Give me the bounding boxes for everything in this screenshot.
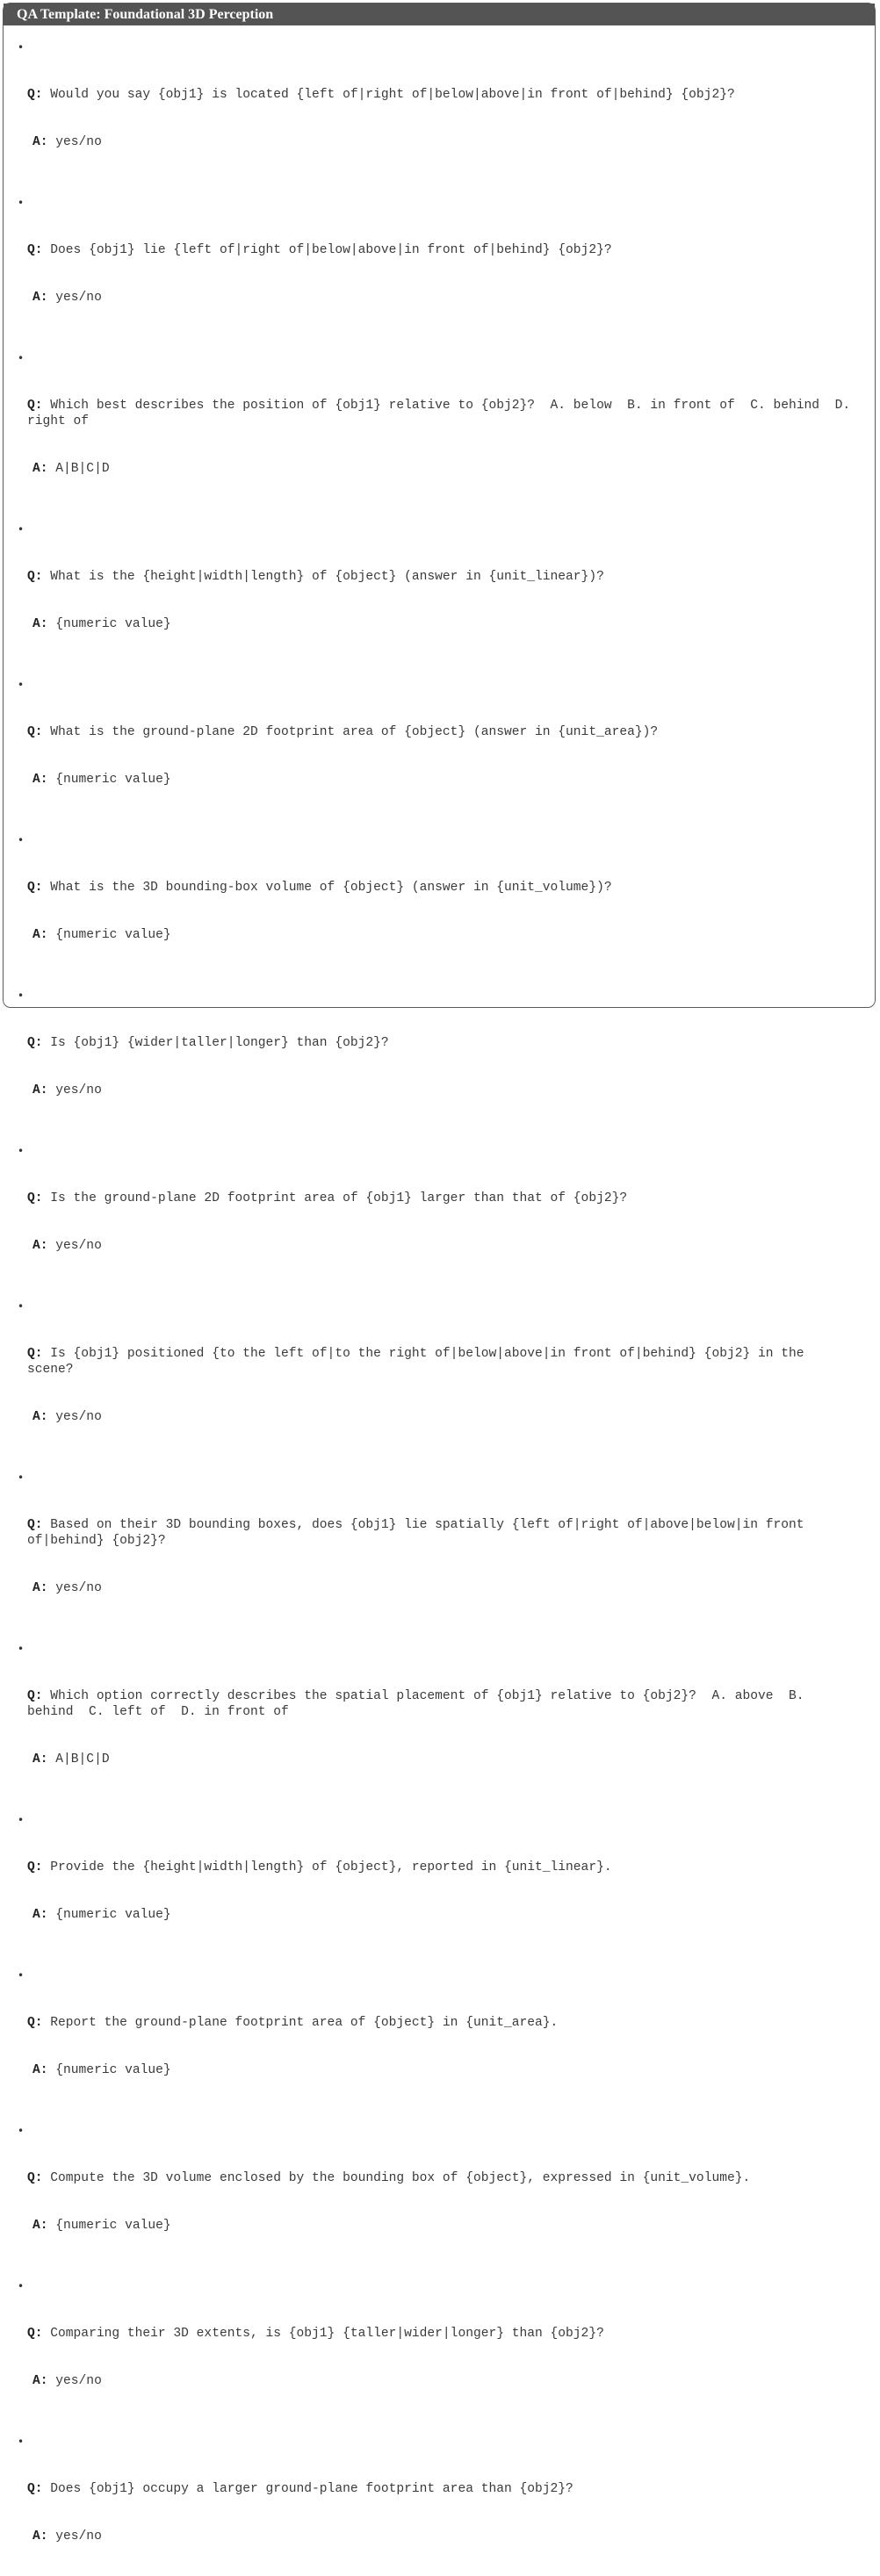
question-label: Q: [27,1860,43,1874]
answer-line [27,1409,857,1425]
bullet-icon: • [18,989,25,1002]
answer-label: A: [32,2063,48,2077]
question-text: Provide the {height|width|length} of {object}, reported in {unit_linear}. [50,1860,612,1874]
answer-label: A: [32,1581,48,1595]
question-label: Q: [27,1518,43,1532]
qa-template-box [3,3,876,2544]
answer-text: yes/no [55,135,102,149]
answer-text: A|B|C|D [55,1752,110,1767]
bullet-icon: • [18,1471,25,1484]
bullet-icon: • [18,2280,25,2292]
bullet-icon: • [18,1145,25,1157]
box-title: QA Template: Foundational 3D Perception [4,4,875,25]
answer-label: A: [32,1752,48,1767]
answer-text: A|B|C|D [55,462,110,476]
answer-label: A: [32,462,48,476]
answer-line [27,616,857,632]
answer-label: A: [32,291,48,305]
answer-text: yes/no [55,2529,102,2544]
question-label: Q: [27,1347,43,1361]
qa-item [4,1968,875,2110]
qa-item [4,677,875,819]
qa-item [4,40,875,182]
question-line [27,1035,857,1051]
bullet-icon: • [18,2436,25,2448]
answer-line [27,927,857,943]
answer-text: yes/no [55,1410,102,1424]
answer-line [27,290,857,306]
question-line [27,2481,857,2497]
qa-item [4,522,875,664]
question-line [27,87,857,103]
qa-item [4,1143,875,1285]
answer-text: yes/no [55,2374,102,2388]
question-line [27,569,857,585]
bullet-icon: • [18,1300,25,1313]
question-text: What is the ground-plane 2D footprint area of {object} (answer in {unit_area})? [50,725,659,739]
answer-line [27,1238,857,1254]
question-line [27,1517,857,1549]
qa-item [4,195,875,337]
answer-label: A: [32,928,48,942]
question-text: Is {obj1} {wider|taller|longer} than {obj2}? [50,1036,389,1050]
bullet-icon: • [18,41,25,54]
question-line [27,2015,857,2031]
bullet-icon: • [18,834,25,846]
question-line [27,724,857,740]
question-label: Q: [27,88,43,102]
question-label: Q: [27,2482,43,2496]
answer-label: A: [32,1908,48,1922]
answer-line [27,1083,857,1098]
answer-text: {numeric value} [55,2219,171,2233]
question-text: Compute the 3D volume enclosed by the bounding box of {object}, expressed in {unit_volume}. [50,2171,751,2185]
question-line [27,2326,857,2342]
question-label: Q: [27,881,43,895]
answer-label: A: [32,2529,48,2544]
answer-line [27,772,857,788]
question-text: Does {obj1} occupy a larger ground-plane footprint area than {obj2}? [50,2482,573,2496]
bullet-icon: • [18,1969,25,1982]
answer-text: {numeric value} [55,1908,171,1922]
question-label: Q: [27,1689,43,1703]
answer-label: A: [32,773,48,787]
bullet-icon: • [18,197,25,209]
question-label: Q: [27,2016,43,2030]
qa-item [4,2278,875,2421]
answer-label: A: [32,1410,48,1424]
question-line [27,2170,857,2186]
qa-item [4,1812,875,1954]
answer-label: A: [32,1239,48,1253]
question-line [27,1346,857,1378]
answer-text: yes/no [55,1239,102,1253]
answer-line [27,2373,857,2389]
qa-item [4,832,875,975]
question-text: Is {obj1} positioned {to the left of|to the right of|below|above|in front of|behind} {obj2} in the scene? [27,1347,812,1377]
answer-line [27,2529,857,2544]
question-text: Is the ground-plane 2D footprint area of {obj1} larger than that of {obj2}? [50,1191,628,1205]
answer-text: {numeric value} [55,773,171,787]
answer-line [27,1580,857,1596]
question-line [27,1688,857,1720]
question-label: Q: [27,570,43,584]
question-text: Report the ground-plane footprint area of {object} in {unit_area}. [50,2016,559,2030]
question-label: Q: [27,2327,43,2341]
question-label: Q: [27,725,43,739]
qa-item [4,1299,875,1457]
question-line [27,1860,857,1875]
qa-item [4,2434,875,2576]
qa-item [4,988,875,1130]
question-label: Q: [27,243,43,257]
qa-item [4,1470,875,1628]
question-label: Q: [27,1036,43,1050]
qa-item [4,2123,875,2265]
answer-line [27,1752,857,1767]
question-line [27,242,857,258]
question-line [27,880,857,896]
answer-line [27,2218,857,2234]
question-line [27,1191,857,1206]
answer-text: {numeric value} [55,617,171,631]
bullet-icon: • [18,1643,25,1655]
answer-line [27,461,857,477]
bullet-icon: • [18,352,25,364]
question-text: Does {obj1} lie {left of|right of|below|above|in front of|behind} {obj2}? [50,243,612,257]
question-text: Which option correctly describes the spatial placement of {obj1} relative to {obj2}? A. above B. behind C. left of D. in front of [27,1689,812,1719]
question-text: Which best describes the position of {obj1} relative to {obj2}? A. below B. in front of C. behind D. right of [27,399,858,428]
answer-line [27,134,857,150]
bullet-icon: • [18,523,25,536]
question-text: What is the {height|width|length} of {object} (answer in {unit_linear})? [50,570,604,584]
question-text: What is the 3D bounding-box volume of {object} (answer in {unit_volume})? [50,881,612,895]
question-label: Q: [27,1191,43,1205]
question-label: Q: [27,2171,43,2185]
answer-text: {numeric value} [55,2063,171,2077]
question-text: Based on their 3D bounding boxes, does {obj1} lie spatially {left of|right of|above|below|in front of|behind} {obj2}? [27,1518,812,1548]
question-text: Would you say {obj1} is located {left of|right of|below|above|in front of|behind} {obj2}? [50,88,735,102]
qa-item [4,350,875,508]
answer-label: A: [32,135,48,149]
bullet-icon: • [18,679,25,691]
answer-text: {numeric value} [55,928,171,942]
answer-label: A: [32,617,48,631]
answer-label: A: [32,2219,48,2233]
bullet-icon: • [18,1814,25,1826]
question-line [27,398,857,429]
bullet-icon: • [18,2125,25,2137]
answer-text: yes/no [55,291,102,305]
question-label: Q: [27,399,43,413]
qa-list [4,25,875,2576]
answer-line [27,2062,857,2078]
answer-text: yes/no [55,1581,102,1595]
answer-label: A: [32,1083,48,1097]
answer-label: A: [32,2374,48,2388]
answer-text: yes/no [55,1083,102,1097]
question-text: Comparing their 3D extents, is {obj1} {taller|wider|longer} than {obj2}? [50,2327,604,2341]
answer-line [27,1907,857,1923]
qa-item [4,1641,875,1799]
